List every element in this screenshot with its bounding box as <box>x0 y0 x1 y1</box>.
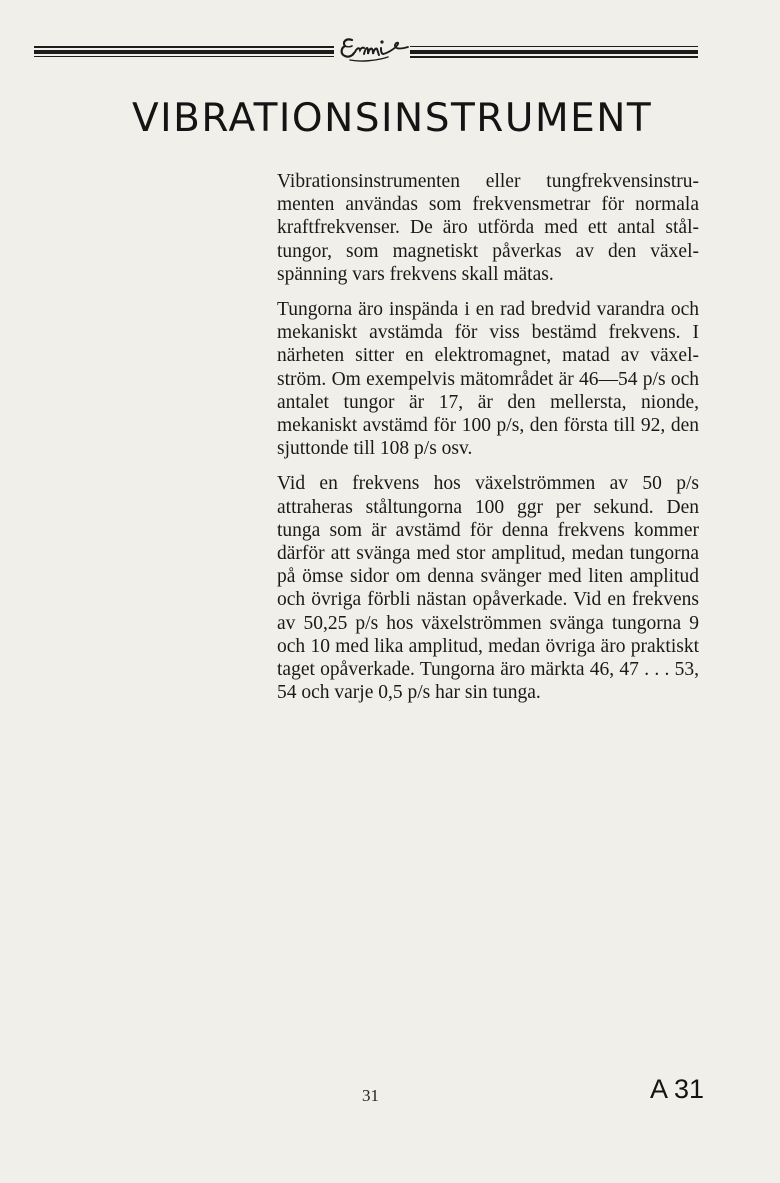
header-rule-left <box>34 38 334 74</box>
paragraph: Vid en frekvens hos växelströmmen av 50 p/s attraheras ståltungorna 100 ggr per sekund. Den tunga som är avstämd för denna frekvens kommer därför att svänga med stor amplitud, medan tungorna på ömse sidor om denna svänger med liten amplitud och övriga förbli nästan opåverkade. Vid en frekvens av 50,25 p/s hos växelströmmen svänga tungorna 9 och 10 med lika amplitud, medan övriga äro praktiskt taget opåverkade. Tungorna äro märkta 46, 47 . . . 53, 54 och varje 0,5 p/s har sin tunga. <box>277 473 699 704</box>
paragraph: Vibrationsinstrumenten eller tungfrekvensinstrumenten användas som frekvensmetrar för normala kraftfrekvenser. De äro utförda med ett antal ståltungor, som magnetiskt påverkas av den växelspänning vars frekvens skall mätas. <box>277 171 699 285</box>
ermi-logo <box>336 26 410 70</box>
paragraph: Tungorna äro inspända i en rad bredvid varandra och mekaniskt avstämda för viss bestämd frekvens. I närheten sitter en elektromagnet, matad av växelström. Om exempelvis mätområdet är 46—54 p/s och antalet tungor är 17, är den mellersta, nionde, mekaniskt avstämd för 100 p/s, den första till 92, den sjuttonde till 108 p/s osv. <box>277 299 699 460</box>
page-code: A 31 <box>650 1074 705 1104</box>
page-number: 31 <box>362 1086 379 1105</box>
page-title: VIBRATIONSINSTRUMENT <box>132 96 653 141</box>
header-rule-right <box>410 38 698 74</box>
body-text <box>277 170 699 716</box>
